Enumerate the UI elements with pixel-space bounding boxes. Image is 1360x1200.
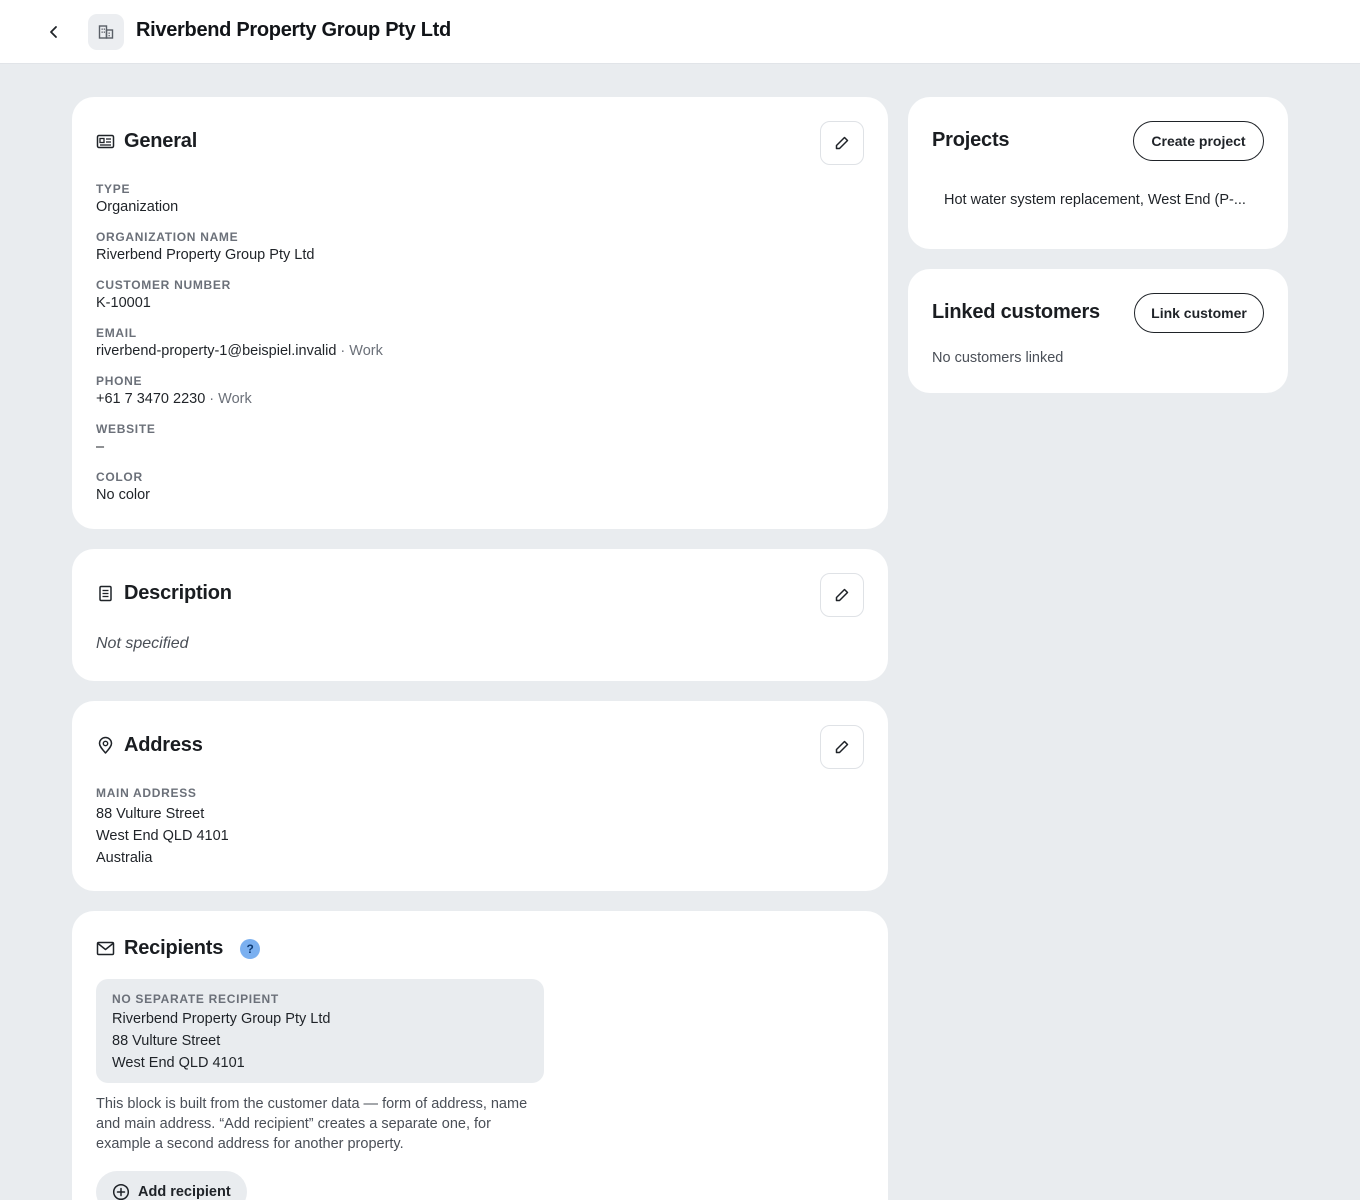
project-list-item[interactable]: Hot water system replacement, West End (P-... [944,192,1246,208]
field-value [96,341,383,361]
edit-description-button[interactable] [820,573,864,617]
back-button[interactable] [40,18,68,46]
phone-link[interactable]: +61 7 3470 2230 [96,391,206,407]
field-label: ORGANIZATION NAME [96,230,239,244]
general-card [72,97,888,529]
description-title: Description [124,582,232,604]
email-type: · Work [336,343,383,359]
map-pin-icon [96,736,115,755]
field-website [96,421,156,457]
field-value: – [96,439,105,455]
field-label: EMAIL [96,326,137,340]
recipient-line: 88 Vulture Street [112,1033,221,1049]
field-email [96,325,383,361]
edit-general-button[interactable] [820,121,864,165]
add-recipient-label: Add recipient [138,1184,231,1200]
phone-type: · Work [205,391,252,407]
linked-customers-title: Linked customers [932,301,1100,323]
field-type [96,181,178,217]
description-value: Not specified [96,635,189,652]
edit-address-button[interactable] [820,725,864,769]
description-card [72,549,888,681]
linked-customers-card [908,269,1288,393]
top-bar [0,0,1360,64]
projects-title: Projects [932,129,1010,151]
link-customer-label: Link customer [1151,305,1247,321]
field-value: K-10001 [96,295,151,311]
projects-card [908,97,1288,249]
recipients-note: This block is built from the customer data — form of address, name and main address. “Add recipient” creates a separate one, for example a second address for another property. [96,1096,528,1152]
field-customer-number [96,277,231,313]
field-label: CUSTOMER NUMBER [96,278,231,292]
field-label: TYPE [96,182,131,196]
address-heading [96,734,203,757]
plus-circle-icon [112,1183,130,1200]
address-line: West End QLD 4101 [96,828,229,844]
field-value: No color [96,487,150,503]
recipient-box-label: NO SEPARATE RECIPIENT [112,992,279,1006]
field-main-address [96,785,229,869]
document-icon [96,584,115,603]
address-card [72,701,888,891]
address-line: 88 Vulture Street [96,806,205,822]
recipients-heading [96,937,260,960]
general-title: General [124,130,198,152]
chevron-left-icon [46,24,62,40]
general-heading [96,130,197,153]
create-project-label: Create project [1151,133,1246,149]
create-project-button[interactable] [1133,121,1264,161]
recipients-title: Recipients [124,937,224,959]
default-recipient-box [96,979,544,1083]
field-label: MAIN ADDRESS [96,786,197,800]
field-value: Riverbend Property Group Pty Ltd [96,247,315,263]
help-icon[interactable]: ? [240,939,260,959]
add-recipient-button[interactable] [96,1171,247,1200]
field-label: COLOR [96,470,143,484]
recipient-line: Riverbend Property Group Pty Ltd [112,1011,331,1027]
id-card-icon [96,132,115,151]
page-title: Riverbend Property Group Pty Ltd [136,19,451,41]
entity-type-badge [88,14,124,50]
field-organization-name [96,229,314,265]
address-line: Australia [96,850,153,866]
pencil-icon [834,739,850,755]
field-color [96,469,150,505]
address-title: Address [124,734,203,756]
pencil-icon [834,587,850,603]
field-label: WEBSITE [96,422,156,436]
field-phone [96,373,252,409]
building-icon [97,23,115,41]
link-customer-button[interactable] [1134,293,1264,333]
mail-icon [96,939,115,958]
field-value: Organization [96,199,179,215]
recipient-line: West End QLD 4101 [112,1055,245,1071]
recipients-card [72,911,888,1200]
linked-customers-empty: No customers linked [932,350,1064,366]
email-link[interactable]: riverbend-property-1@beispiel.invalid [96,343,337,359]
field-value [96,389,252,409]
pencil-icon [834,135,850,151]
description-heading [96,582,232,605]
field-label: PHONE [96,374,143,388]
